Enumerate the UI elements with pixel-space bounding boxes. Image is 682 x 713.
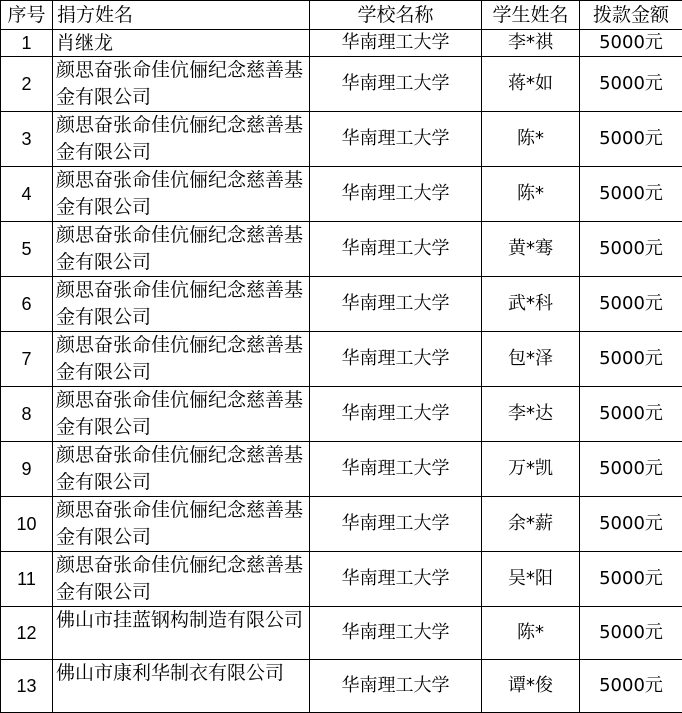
row-amount: 5000元 <box>580 167 682 222</box>
row-amount: 5000元 <box>580 112 682 167</box>
row-donor: 颜思奋张命佳伉俪纪念慈善基金有限公司 <box>53 497 310 552</box>
row-amount: 5000元 <box>580 57 682 112</box>
row-donor: 肖继龙 <box>53 30 310 57</box>
table-row <box>1 222 682 277</box>
row-student: 李*祺 <box>482 30 580 57</box>
row-amount: 5000元 <box>580 497 682 552</box>
header-amount: 拨款金额 <box>580 1 682 30</box>
row-school: 华南理工大学 <box>310 552 482 607</box>
row-student: 武*科 <box>482 277 580 332</box>
row-amount: 5000元 <box>580 660 682 713</box>
row-donor: 颜思奋张命佳伉俪纪念慈善基金有限公司 <box>53 222 310 277</box>
header-school: 学校名称 <box>310 1 482 30</box>
table-row <box>1 442 682 497</box>
row-student: 陈* <box>482 167 580 222</box>
row-school: 华南理工大学 <box>310 497 482 552</box>
row-amount: 5000元 <box>580 277 682 332</box>
row-index: 3 <box>1 112 53 167</box>
row-student: 蒋*如 <box>482 57 580 112</box>
row-student: 谭*俊 <box>482 660 580 713</box>
row-amount: 5000元 <box>580 387 682 442</box>
table-row <box>1 552 682 607</box>
row-donor: 颜思奋张命佳伉俪纪念慈善基金有限公司 <box>53 552 310 607</box>
row-index: 11 <box>1 552 53 607</box>
row-amount: 5000元 <box>580 607 682 660</box>
table-row <box>1 30 682 57</box>
row-student: 吴*阳 <box>482 552 580 607</box>
row-donor: 颜思奋张命佳伉俪纪念慈善基金有限公司 <box>53 112 310 167</box>
row-donor: 佛山市康利华制衣有限公司 <box>53 660 310 713</box>
table-row <box>1 167 682 222</box>
table-row <box>1 332 682 387</box>
row-student: 陈* <box>482 112 580 167</box>
row-donor: 颜思奋张命佳伉俪纪念慈善基金有限公司 <box>53 442 310 497</box>
row-donor: 颜思奋张命佳伉俪纪念慈善基金有限公司 <box>53 387 310 442</box>
row-index: 8 <box>1 387 53 442</box>
table-header-row <box>1 1 682 30</box>
table-row <box>1 607 682 660</box>
row-amount: 5000元 <box>580 552 682 607</box>
table-row <box>1 112 682 167</box>
row-student: 陈* <box>482 607 580 660</box>
row-school: 华南理工大学 <box>310 112 482 167</box>
row-student: 包*泽 <box>482 332 580 387</box>
row-student: 李*达 <box>482 387 580 442</box>
row-index: 6 <box>1 277 53 332</box>
table-body <box>1 30 682 713</box>
row-donor: 颜思奋张命佳伉俪纪念慈善基金有限公司 <box>53 332 310 387</box>
row-index: 12 <box>1 607 53 660</box>
row-index: 1 <box>1 30 53 57</box>
row-school: 华南理工大学 <box>310 387 482 442</box>
row-school: 华南理工大学 <box>310 332 482 387</box>
row-amount: 5000元 <box>580 30 682 57</box>
row-index: 10 <box>1 497 53 552</box>
row-index: 9 <box>1 442 53 497</box>
row-student: 黄*骞 <box>482 222 580 277</box>
table-row <box>1 497 682 552</box>
row-school: 华南理工大学 <box>310 30 482 57</box>
row-index: 2 <box>1 57 53 112</box>
row-donor: 佛山市挂蓝钢构制造有限公司 <box>53 607 310 660</box>
row-donor: 颜思奋张命佳伉俪纪念慈善基金有限公司 <box>53 57 310 112</box>
header-index: 序号 <box>1 1 53 30</box>
table-row <box>1 387 682 442</box>
row-school: 华南理工大学 <box>310 607 482 660</box>
header-student: 学生姓名 <box>482 1 580 30</box>
row-amount: 5000元 <box>580 442 682 497</box>
row-school: 华南理工大学 <box>310 222 482 277</box>
row-student: 余*薪 <box>482 497 580 552</box>
table-row <box>1 57 682 112</box>
row-student: 万*凯 <box>482 442 580 497</box>
row-amount: 5000元 <box>580 332 682 387</box>
row-school: 华南理工大学 <box>310 167 482 222</box>
row-donor: 颜思奋张命佳伉俪纪念慈善基金有限公司 <box>53 277 310 332</box>
row-index: 13 <box>1 660 53 713</box>
row-index: 5 <box>1 222 53 277</box>
row-school: 华南理工大学 <box>310 57 482 112</box>
table-row <box>1 277 682 332</box>
row-donor: 颜思奋张命佳伉俪纪念慈善基金有限公司 <box>53 167 310 222</box>
row-school: 华南理工大学 <box>310 660 482 713</box>
row-index: 7 <box>1 332 53 387</box>
row-amount: 5000元 <box>580 222 682 277</box>
row-index: 4 <box>1 167 53 222</box>
header-donor: 捐方姓名 <box>53 1 310 30</box>
row-school: 华南理工大学 <box>310 277 482 332</box>
row-school: 华南理工大学 <box>310 442 482 497</box>
